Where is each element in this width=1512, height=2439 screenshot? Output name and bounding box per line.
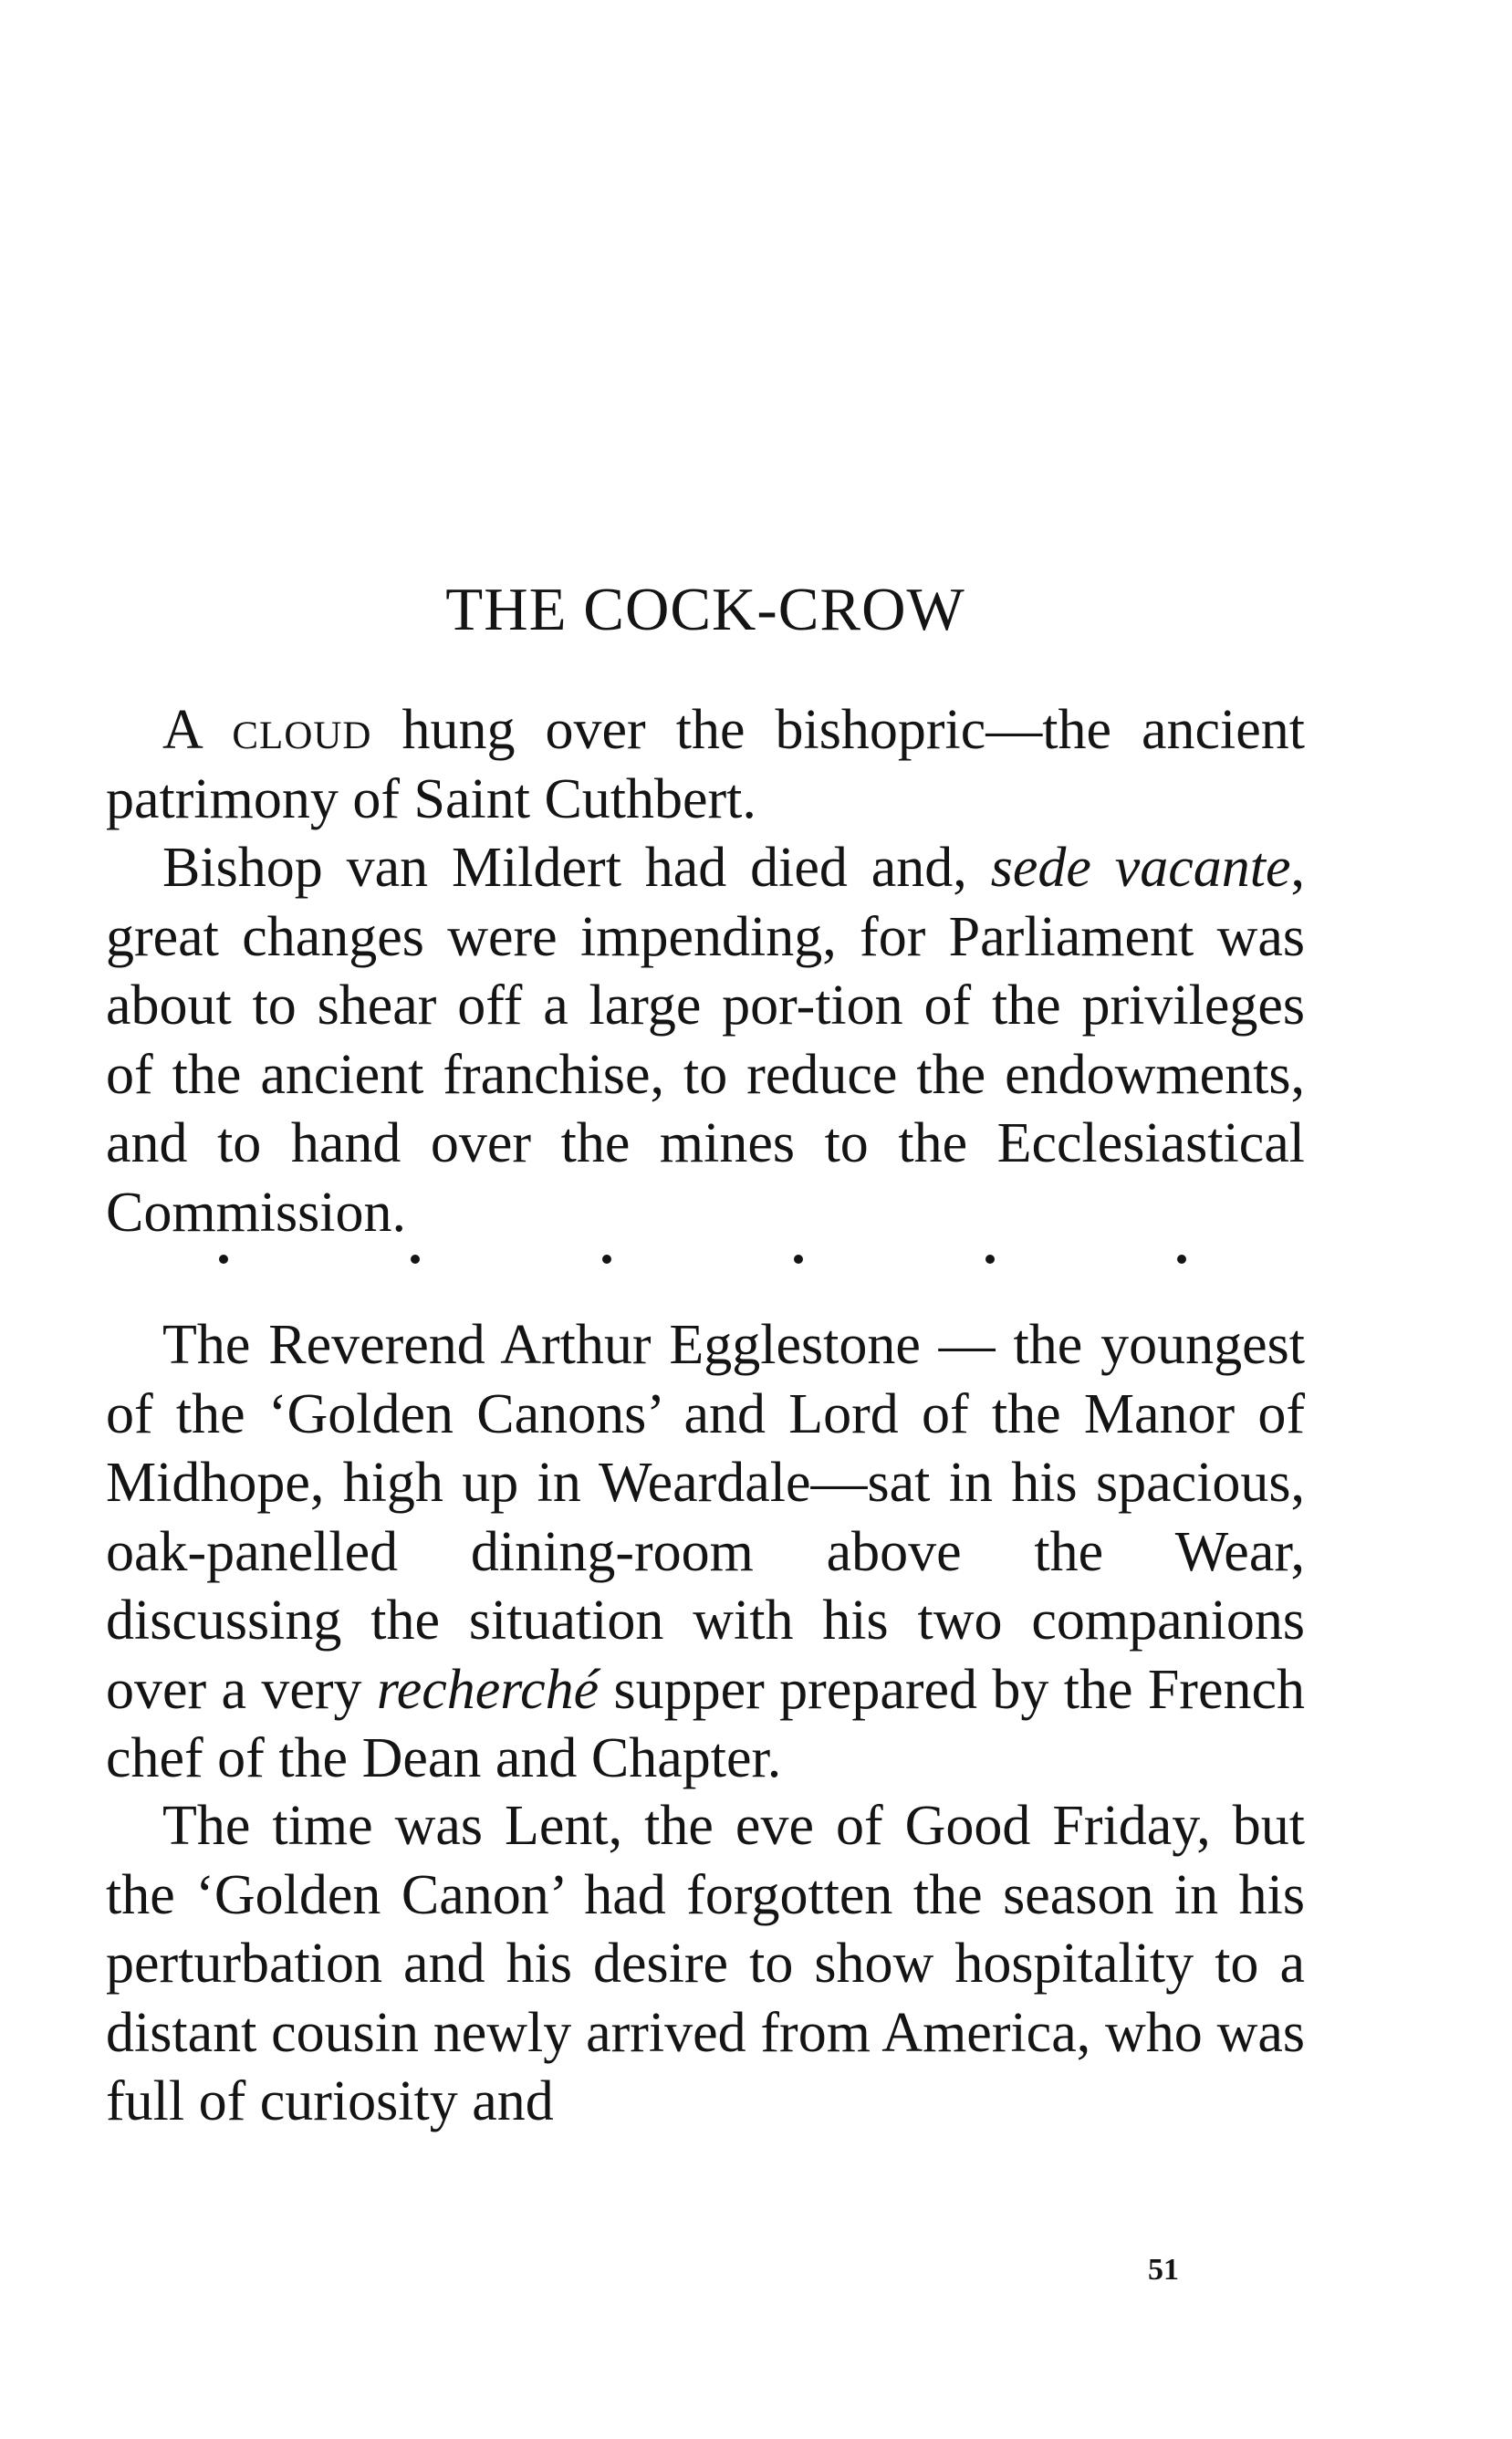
- paragraph-4: [106, 1792, 1305, 2137]
- paragraph-2-text-a: Bishop van Mildert had died and,: [162, 837, 991, 899]
- section-break-dot: [794, 1255, 803, 1264]
- section-break-dots: [219, 1255, 1186, 1264]
- paragraph-1-text: hung over the bishopric—the ancient patrimony of Saint Cuthbert.: [106, 699, 1305, 830]
- paragraph-2-italic: sede vacante: [990, 837, 1291, 899]
- paragraph-2: [106, 834, 1305, 1247]
- paragraph-3-text-b: supper prepared by the French chef of the Dean and Chapter.: [106, 1658, 1305, 1789]
- paragraph-3-text-a: The Reverend Arthur Egglestone — the youngest of the ‘Golden Canons’ and Lord of the Manor of Midhope, high up in Weardale—sat in his spacious, oak-panelled dining-room above the Wear, discussing the situation with his two companions over a very: [106, 1314, 1305, 1721]
- section-break-dot: [602, 1255, 611, 1264]
- chapter-title: THE COCK-CROW: [445, 576, 965, 643]
- paragraph-2-text-b: , great changes were impending, for Parliament was about to shear off a large por-tion of the privileges of the ancient franchise, to reduce the endowments, and to hand over the mines to the Ecclesiastical Commission.: [106, 837, 1305, 1244]
- opening-words: A cloud: [162, 699, 372, 761]
- section-break-dot: [985, 1255, 995, 1264]
- paragraph-3-italic: recherché: [376, 1658, 600, 1721]
- section-break-dot: [411, 1255, 420, 1264]
- page-number: 51: [1148, 2253, 1179, 2287]
- paragraph-3: [106, 1311, 1305, 1794]
- section-break-dot: [1177, 1255, 1186, 1264]
- section-break-dot: [219, 1255, 228, 1264]
- paragraph-4-text: The time was Lent, the eve of Good Friday, but the ‘Golden Canon’ had forgotten the season in his perturbation and his desire to show hospitality to a distant cousin newly arrived from America, who was full of curiosity and: [106, 1795, 1305, 2132]
- paragraph-1: [106, 696, 1305, 834]
